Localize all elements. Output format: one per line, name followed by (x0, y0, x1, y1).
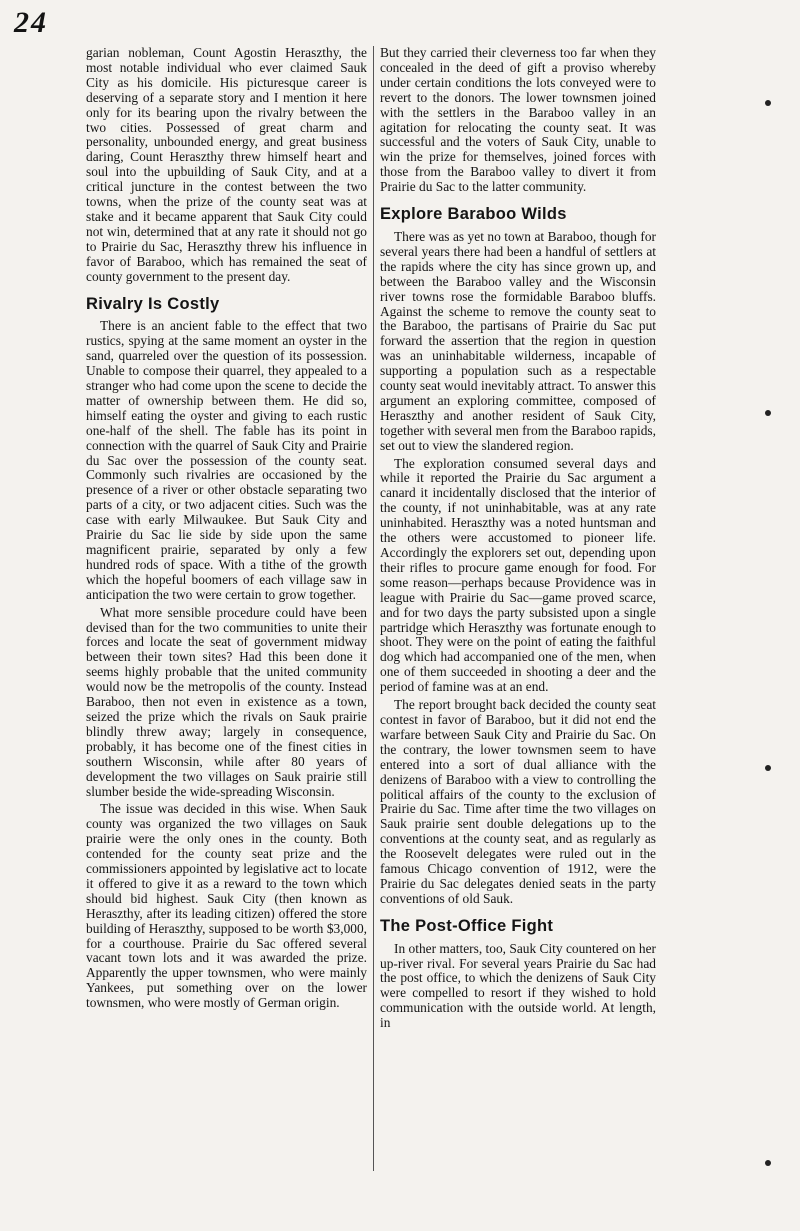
right-paragraph-1: But they carried their cleverness too far when they concealed in the deed of gift a proviso whereby under certain conditions the lots conveyed were to revert to the donors. The lower townsmen joined with the settlers in the Baraboo valley in an agitation for relocating the county seat. It was successful and the voters of Sauk City, unable to win the prize for themselves, joined forces with those from the Baraboo valley to divert it from Prairie du Sac to the latter community. (380, 45, 656, 195)
left-paragraph-1: garian nobleman, Count Agostin Heraszthy, the most notable individual who ever claimed Sauk City as his domicile. His picturesque career is deserving of a separate story and I mention it here only for its bearing upon the rivalry between the two cities. Possessed of great charm and personality, unbounded energy, and great business daring, Count Heraszthy threw himself heart and soul into the upbuilding of Sauk City, and at a critical juncture in the contest between the two towns, when the prize of the county seat was at stake and it became apparent that Sauk City could not win, determined that at any rate it should not go to Prairie du Sac, Heraszthy threw his influence in favor of Baraboo, which has remained the seat of county government to the present day. (86, 45, 367, 284)
margin-dot (765, 100, 771, 106)
right-paragraph-2: There was as yet no town at Baraboo, though for several years there had been a handful of settlers at the rapids where the city has since grown up, and between the Baraboo valley and the Wisconsin river towns rose the formidable Baraboo bluffs. Against the scheme to remove the county seat to the Baraboo, the partisans of Prairie du Sac put forward the assertion that the region in question was an uninhabitable wilderness, incapable of supporting a population such as a respectable county seat would inevitably attract. To answer this argument an exploring committee, composed of Heraszthy and another resident of Sauk City, together with several men from the Baraboo rapids, set out to view the slandered region. (380, 228, 656, 453)
column-divider (373, 46, 374, 1171)
left-column (86, 46, 367, 1014)
page-number: 24 (14, 6, 48, 39)
heading-rivalry-is-costly: Rivalry Is Costly (86, 294, 220, 313)
right-column (380, 46, 656, 1034)
left-paragraph-4: The issue was decided in this wise. When Sauk county was organized the two villages on Sauk prairie were the only ones in the county. Both contended for the county seat prize and the commissioners appointed by legislative act to locate it offered to give it as a reward to the town which should bid highest. Sauk City (then known as Heraszthy, after its leading citizen) offered the store building of Heraszthy, supposed to be worth $3,000, for a courthouse. Prairie du Sac offered several vacant town lots and it was awarded the prize. Apparently the upper townsmen, who were mainly Yankees, put something over on the lower townsmen, who were mostly of German origin. (86, 801, 367, 1011)
right-paragraph-3: The exploration consumed several days and while it reported the Prairie du Sac argument a canard it incidentally disclosed that the interior of the county, if not uninhabitable, was at any rate uninhabited. Heraszthy was a noted huntsman and the others were accustomed to pioneer life. Accordingly the explorers set out, depending upon their rifles to procure game enough for food. For some reason—perhaps because Providence was in league with Prairie du Sac—game proved scarce, and for two days the party subsisted upon a single partridge which Heraszthy was fortunate enough to shoot. They were on the point of eating the faithful dog which had accompanied one of the men, when one of them succeeded in shooting a deer and the period of famine was at an end. (380, 455, 656, 695)
heading-explore-baraboo-wilds: Explore Baraboo Wilds (380, 205, 567, 224)
heading-post-office-fight: The Post-Office Fight (380, 916, 554, 935)
margin-dot (765, 1160, 771, 1166)
right-paragraph-4: The report brought back decided the county seat contest in favor of Baraboo, but it did not end the warfare between Sauk City and Prairie du Sac. On the contrary, the lower townsmen seem to have entered into a sort of dual alliance with the denizens of Baraboo with a view to controlling the political affairs of the county to the exclusion of Prairie du Sac. Time after time the two villages on Sauk prairie sent double delegations up to the conventions at the county seat, and as regularly as the Roosevelt delegates were ruled out in the famous Chicago convention of 1912, were the Prairie du Sac delegates denied seats in the party conventions of old Sauk. (380, 697, 656, 906)
left-paragraph-3: What more sensible procedure could have been devised than for the two communities to unite their forces and locate the seat of government midway between their town sites? Had this been done it seems highly probable that the united community would now be the metropolis of the county. Instead Baraboo, then not even in existence as a town, seized the prize which the rivals on Sauk prairie blindly threw away; largely in consequence, probably, it has become one of the finest cities in southern Wisconsin, while after 80 years of development the two villages on Sauk prairie still slumber beside the wide-spreading Wisconsin. (86, 604, 367, 799)
right-paragraph-5: In other matters, too, Sauk City countered on her up-river rival. For several years Prairie du Sac had the post office, to which the denizens of Sauk City were compelled to resort if they wished to hold communication with the outside world. At length, in (380, 940, 656, 1031)
left-paragraph-2: There is an ancient fable to the effect that two rustics, spying at the same moment an oyster in the sand, quarreled over the question of its possession. Unable to compose their quarrel, they appealed to a stranger who had come upon the scene to decide the matter of ownership between them. He did so, himself eating the oyster and giving to each rustic one-half of the shell. The fable has its point in connection with the quarrel of Sauk City and Prairie du Sac over the possession of the county seat. Commonly such rivalries are occasioned by the presence of a river or other obstacle separating two parts of a city, or two adjacent cities. Such was the case with early Milwaukee. But Sauk City and Prairie du Sac lie side by side upon the same magnificent prairie, separated by only a few hundred rods of space. With a tithe of the growth which the hopeful boomers of each village saw in anticipation the two were certain to grow together. (86, 318, 367, 602)
margin-dot (765, 765, 771, 771)
margin-dot (765, 410, 771, 416)
